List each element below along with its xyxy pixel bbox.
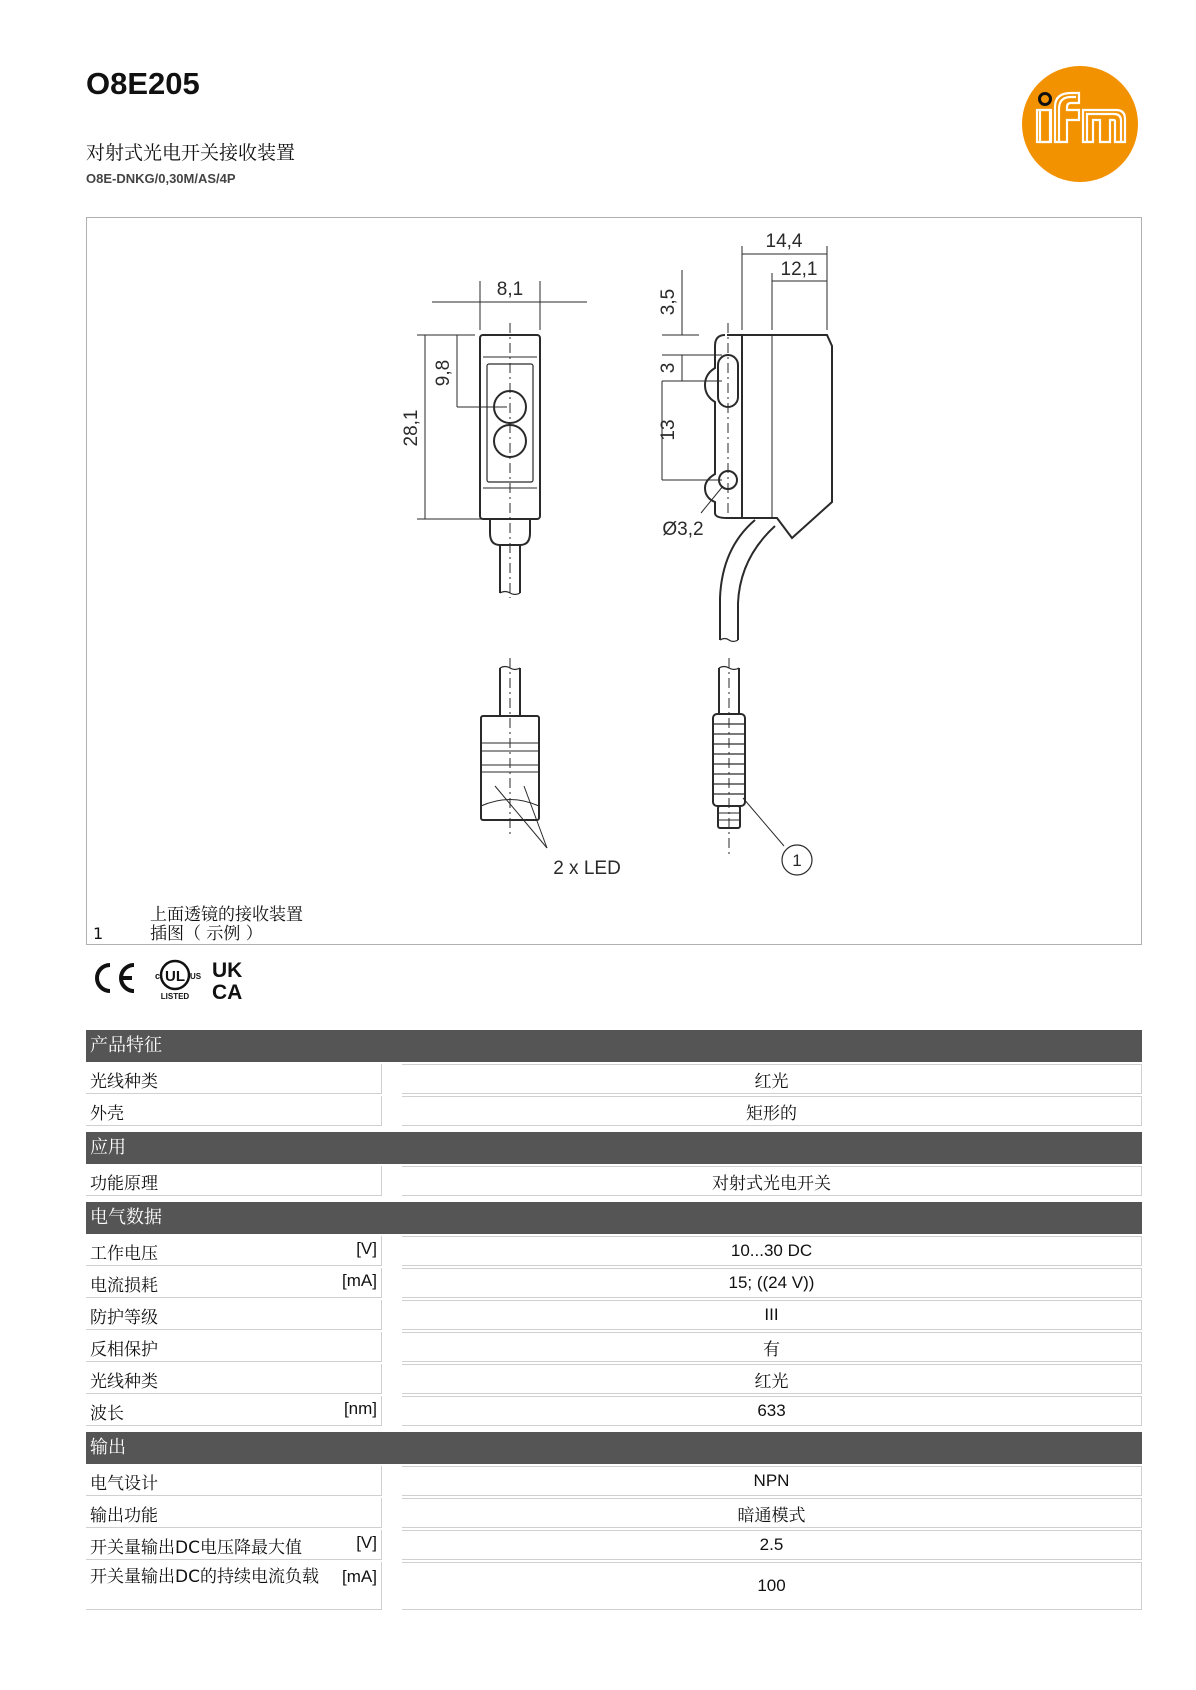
dim-top-offset: 3,5 [658, 288, 679, 316]
spec-label: 电流损耗 [mA] [86, 1268, 382, 1298]
spec-row [86, 1364, 1142, 1394]
section-header-electrical: 电气数据 [86, 1202, 1142, 1234]
section-header-features: 产品特征 [86, 1030, 1142, 1062]
spec-row [86, 1466, 1142, 1496]
spec-row [86, 1396, 1142, 1426]
spec-label: 电气设计 [86, 1466, 382, 1496]
spec-row [86, 1332, 1142, 1362]
spec-label: 反相保护 [86, 1332, 382, 1362]
specification-table [86, 1030, 1142, 1612]
product-subtitle: 对射式光电开关接收装置 [86, 142, 296, 164]
spec-label: 功能原理 [86, 1166, 382, 1196]
spec-row [86, 1300, 1142, 1330]
callout-number: 1 [792, 851, 802, 870]
spec-value: 633 [402, 1396, 1142, 1426]
spec-label: 开关量输出DC电压降最大值 [V] [86, 1530, 382, 1560]
spec-label: 光线种类 [86, 1064, 382, 1094]
led-label: 2 x LED [553, 858, 621, 879]
ce-mark-icon [97, 965, 134, 991]
spec-label: 光线种类 [86, 1364, 382, 1394]
spec-value: 有 [402, 1332, 1142, 1362]
spec-row [86, 1530, 1142, 1560]
spec-value: III [402, 1300, 1142, 1330]
dim-width-front: 8,1 [496, 279, 524, 300]
legend-text [150, 906, 303, 944]
spec-value: 10...30 DC [402, 1236, 1142, 1266]
dim-depth-body: 12,1 [780, 259, 818, 280]
dim-hole-spacing: 13 [658, 419, 679, 441]
svg-text:US: US [190, 972, 202, 981]
dim-led-offset: 9,8 [433, 359, 454, 387]
legend-line-2: 插图（ 示例 ） [150, 924, 263, 944]
spec-value: 矩形的 [402, 1096, 1142, 1126]
spec-label: 开关量输出DC的持续电流负载 [mA] [86, 1562, 382, 1610]
spec-value: 红光 [402, 1364, 1142, 1394]
technical-drawing [87, 218, 1143, 946]
legend-line-1: 上面透镜的接收装置 [150, 905, 303, 925]
spec-value: 对射式光电开关 [402, 1166, 1142, 1196]
dim-depth-total: 14,4 [765, 231, 803, 252]
spec-row [86, 1562, 1142, 1610]
spec-value: 2.5 [402, 1530, 1142, 1560]
spec-label: 输出功能 [86, 1498, 382, 1528]
dim-hole-diameter: Ø3,2 [662, 519, 704, 540]
spec-label: 波长 [nm] [86, 1396, 382, 1426]
order-code: O8E-DNKG/0,30M/AS/4P [86, 171, 236, 186]
ukca-mark-icon [212, 959, 242, 1003]
dim-height: 28,1 [401, 409, 422, 447]
spec-row [86, 1096, 1142, 1126]
spec-row [86, 1268, 1142, 1298]
spec-value: NPN [402, 1466, 1142, 1496]
legend-number: 1 [93, 924, 104, 943]
spec-label: 外壳 [86, 1096, 382, 1126]
svg-text:UK: UK [212, 959, 243, 982]
dim-slot-length: 3 [658, 362, 679, 374]
spec-row [86, 1166, 1142, 1196]
ul-listed-mark-icon [155, 961, 202, 1001]
spec-row [86, 1064, 1142, 1094]
spec-value: 暗通模式 [402, 1498, 1142, 1528]
section-header-application: 应用 [86, 1132, 1142, 1164]
spec-value: 15; ((24 V)) [402, 1268, 1142, 1298]
spec-row [86, 1498, 1142, 1528]
dimension-drawing [86, 217, 1142, 945]
spec-label: 防护等级 [86, 1300, 382, 1330]
certification-marks [92, 955, 262, 1003]
spec-row [86, 1236, 1142, 1266]
spec-value: 红光 [402, 1064, 1142, 1094]
product-title: O8E205 [86, 66, 200, 101]
svg-text:CA: CA [212, 981, 243, 1003]
svg-text:UL: UL [165, 968, 185, 985]
section-header-output: 输出 [86, 1432, 1142, 1464]
spec-label: 工作电压 [V] [86, 1236, 382, 1266]
svg-text:LISTED: LISTED [160, 992, 190, 1001]
spec-value: 100 [402, 1562, 1142, 1610]
ifm-logo [1021, 65, 1139, 183]
svg-text:c: c [155, 971, 161, 981]
